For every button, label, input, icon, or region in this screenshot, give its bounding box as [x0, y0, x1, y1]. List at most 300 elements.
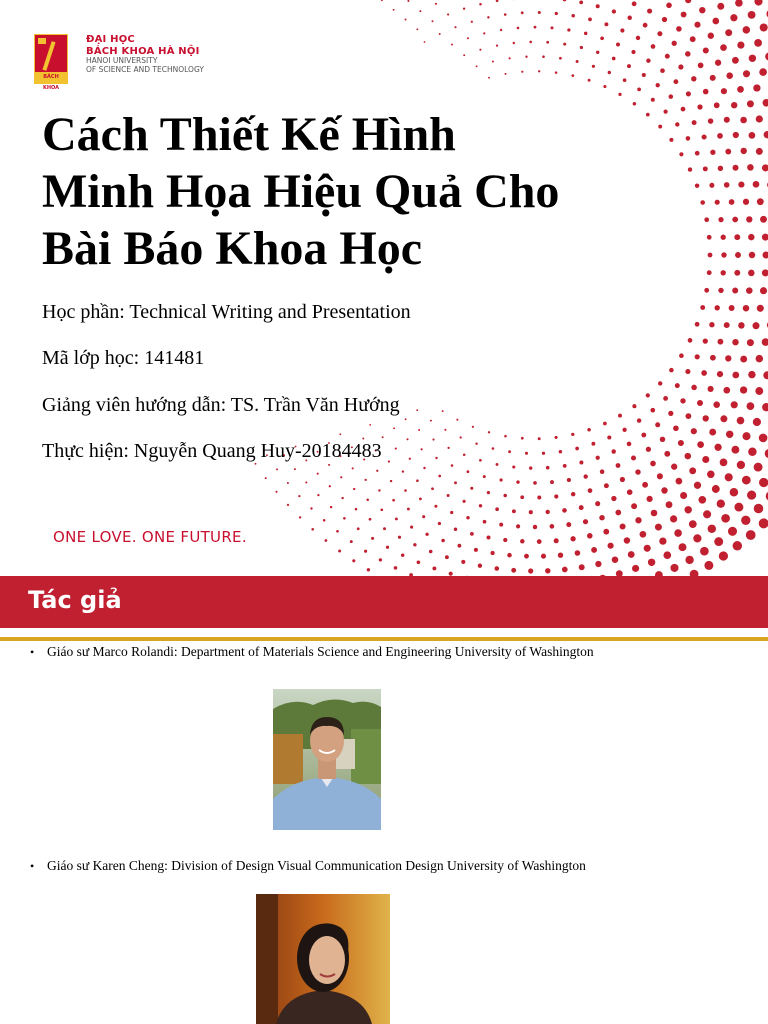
decorative-dot: [734, 503, 743, 512]
decorative-dot: [717, 500, 725, 508]
decorative-dot: [628, 551, 635, 558]
decorative-dot: [434, 505, 437, 508]
decorative-dot: [657, 31, 662, 36]
decorative-dot: [276, 468, 278, 470]
decorative-dot: [616, 43, 620, 47]
decorative-dot: [567, 478, 571, 482]
decorative-dot: [760, 216, 767, 223]
decorative-dot: [596, 456, 600, 460]
decorative-dot: [740, 356, 747, 363]
decorative-dot: [670, 564, 678, 572]
decorative-dot: [618, 414, 622, 418]
decorative-dot: [599, 515, 604, 520]
decorative-dot: [336, 530, 339, 533]
decorative-dot: [604, 483, 609, 488]
decorative-dot: [627, 16, 632, 21]
decorative-dot: [710, 355, 716, 361]
decorative-dot: [513, 42, 515, 44]
decorative-dot: [470, 487, 473, 490]
university-logo: [34, 34, 204, 91]
decorative-dot: [416, 28, 418, 30]
decorative-dot: [764, 131, 768, 138]
decorative-dot: [650, 408, 655, 413]
author-description: Giáo sư Karen Cheng: Division of Design Visual Communication Design University of Washington: [47, 858, 586, 873]
decorative-dot: [749, 55, 756, 62]
decorative-dot: [704, 561, 713, 570]
decorative-dot: [406, 438, 408, 440]
decorative-dot: [708, 33, 714, 39]
decorative-dot: [724, 182, 730, 188]
decorative-dot: [603, 85, 606, 88]
decorative-dot: [516, 480, 519, 483]
decorative-dot: [714, 444, 721, 451]
decorative-dot: [479, 49, 481, 51]
decorative-dot: [435, 457, 437, 459]
decorative-dot: [749, 252, 755, 258]
decorative-dot: [492, 447, 495, 450]
decorative-dot: [748, 11, 756, 19]
decorative-dot: [503, 538, 507, 542]
decorative-dot: [562, 567, 568, 573]
decorative-dot: [595, 561, 601, 567]
decorative-dot: [454, 26, 456, 28]
decorative-dot: [350, 540, 353, 543]
decorative-dot: [627, 64, 631, 68]
decorative-dot: [725, 149, 731, 155]
decorative-dot: [438, 475, 441, 478]
decorative-dot: [583, 519, 588, 524]
decorative-dot: [730, 14, 737, 21]
decorative-dot: [715, 60, 721, 66]
decorative-dot: [503, 494, 507, 498]
decorative-dot: [627, 489, 633, 495]
decorative-dot: [524, 554, 529, 559]
decorative-dot: [608, 543, 614, 549]
decorative-dot: [720, 415, 727, 422]
decorative-dot: [584, 32, 587, 35]
decorative-dot: [733, 165, 739, 171]
decorative-dot: [580, 46, 583, 49]
decorative-dot: [709, 429, 716, 436]
slide-title: [42, 106, 642, 277]
decorative-dot: [695, 354, 700, 359]
decorative-dot: [753, 181, 760, 188]
decorative-dot: [538, 11, 541, 14]
decorative-dot: [607, 435, 611, 439]
decorative-dot: [671, 464, 677, 470]
decorative-dot: [496, 463, 499, 466]
author-description: Giáo sư Marco Rolandi: Department of Materials Science and Engineering University of Washington: [47, 644, 594, 659]
decorative-dot: [695, 322, 700, 327]
decorative-dot: [386, 546, 389, 549]
decorative-dot: [401, 553, 404, 556]
decorative-dot: [707, 270, 712, 275]
portrait-karen-cheng: [256, 894, 390, 1024]
decorative-dot: [584, 474, 588, 478]
decorative-dot: [476, 65, 478, 67]
decorative-dot: [483, 32, 485, 34]
decorative-dot: [748, 371, 755, 378]
decorative-dot: [641, 433, 646, 438]
decorative-dot: [499, 523, 503, 527]
decorative-dot: [546, 41, 549, 44]
decorative-dot: [763, 371, 768, 379]
decorative-dot: [533, 525, 537, 529]
decorative-dot: [579, 1, 583, 5]
decorative-dot: [541, 554, 546, 559]
decorative-dot: [713, 401, 720, 408]
decorative-dot: [559, 57, 562, 60]
decorative-dot: [747, 339, 754, 346]
decorative-dot: [675, 383, 680, 388]
decorative-dot: [642, 482, 648, 488]
class-code-info: Mã lớp học: 141481: [42, 347, 205, 369]
decorative-dot: [703, 89, 709, 95]
decorative-dot: [703, 415, 709, 421]
decorative-dot: [570, 536, 575, 541]
decorative-dot: [525, 56, 527, 58]
decorative-dot: [588, 18, 592, 22]
decorative-dot: [737, 461, 745, 469]
decorative-dot: [470, 532, 474, 536]
decorative-dot: [533, 481, 537, 485]
decorative-dot: [483, 520, 487, 524]
decorative-dot: [715, 200, 720, 205]
decorative-dot: [735, 0, 743, 7]
decorative-dot: [748, 270, 755, 277]
decorative-dot: [369, 518, 372, 521]
decorative-dot: [637, 88, 641, 92]
decorative-dot: [718, 288, 723, 293]
decorative-dot: [432, 20, 434, 22]
decorative-dot: [562, 508, 567, 513]
decorative-dot: [656, 83, 660, 87]
decorative-dot: [325, 539, 328, 542]
decorative-dot: [693, 534, 701, 542]
decorative-dot: [445, 555, 449, 559]
decorative-dot: [765, 449, 768, 458]
decorative-dot: [648, 559, 655, 566]
decorative-dot: [681, 107, 686, 112]
decorative-dot: [488, 77, 490, 79]
decorative-dot: [438, 522, 441, 525]
decorative-dot: [550, 480, 554, 484]
decorative-dot: [686, 91, 691, 96]
decorative-dot: [591, 547, 597, 553]
decorative-dot: [743, 305, 750, 312]
decorative-dot: [467, 470, 470, 473]
decorative-dot: [588, 79, 591, 82]
decorative-dot: [707, 235, 712, 240]
decorative-dot: [624, 537, 630, 543]
decorative-dot: [378, 489, 380, 491]
decorative-dot: [419, 498, 422, 501]
decorative-dot: [504, 435, 507, 438]
decorative-dot: [672, 41, 677, 46]
decorative-dot: [717, 371, 723, 377]
slide-title-line: Cách Thiết Kế Hình: [42, 108, 456, 161]
decorative-dot: [409, 458, 411, 460]
decorative-dot: [595, 501, 600, 506]
slide-title-line: Bài Báo Khoa Học: [42, 222, 423, 275]
decorative-dot: [686, 136, 691, 141]
bullet-icon: •: [30, 859, 35, 873]
decorative-dot: [762, 234, 768, 241]
decorative-dot: [512, 509, 516, 513]
decorative-dot: [298, 495, 300, 497]
decorative-dot: [646, 393, 650, 397]
decorative-dot: [747, 402, 755, 410]
decorative-dot: [646, 59, 650, 63]
decorative-dot: [611, 449, 615, 453]
decorative-dot: [623, 78, 627, 82]
decorative-dot: [699, 7, 705, 13]
decorative-dot: [657, 473, 663, 479]
decorative-dot: [709, 183, 714, 188]
decorative-dot: [756, 355, 764, 363]
decorative-dot: [405, 19, 407, 21]
decorative-dot: [717, 3, 724, 10]
decorative-dot: [717, 339, 723, 345]
decorative-dot: [644, 545, 651, 552]
decorative-dot: [475, 442, 477, 444]
decorative-dot: [728, 527, 737, 536]
decorative-dot: [275, 491, 277, 493]
decorative-dot: [691, 428, 697, 434]
decorative-dot: [563, 464, 567, 468]
decorative-dot: [371, 537, 374, 540]
decorative-dot: [708, 525, 716, 533]
decorative-dot: [405, 418, 407, 420]
decorative-dot: [662, 17, 667, 22]
author-info: Thực hiện: Nguyễn Quang Huy-20184483: [42, 440, 382, 462]
decorative-dot: [754, 39, 762, 47]
decorative-dot: [393, 427, 395, 429]
decorative-dot: [537, 539, 542, 544]
decorative-dot: [743, 70, 750, 77]
decorative-dot: [404, 489, 407, 492]
decorative-dot: [511, 568, 516, 573]
decorative-dot: [725, 29, 732, 36]
decorative-dot: [721, 88, 727, 94]
decorative-dot: [646, 113, 650, 117]
decorative-dot: [340, 476, 342, 478]
decorative-dot: [472, 426, 474, 428]
decorative-dot: [395, 448, 397, 450]
decorative-dot: [447, 13, 449, 15]
decorative-dot: [466, 516, 469, 519]
decorative-dot: [762, 269, 768, 276]
decorative-dot: [507, 553, 512, 558]
decorative-dot: [730, 488, 739, 497]
decorative-dot: [746, 530, 756, 540]
decorative-dot: [382, 436, 384, 438]
decorative-dot: [352, 559, 355, 562]
decorative-dot: [430, 420, 432, 422]
decorative-dot: [461, 560, 465, 564]
decorative-dot: [747, 164, 754, 171]
decorative-dot: [759, 478, 768, 487]
decorative-dot: [749, 132, 756, 139]
decorative-dot: [679, 353, 684, 358]
decorative-dot: [432, 439, 434, 441]
decorative-dot: [474, 548, 478, 552]
decorative-dot: [424, 41, 426, 43]
decorative-dot: [487, 536, 491, 540]
decorative-dot: [753, 84, 760, 91]
decorative-dot: [255, 463, 257, 465]
decorative-dot: [546, 510, 550, 514]
decorative-dot: [632, 565, 639, 572]
decorative-dot: [723, 387, 730, 394]
decorative-dot: [620, 28, 624, 32]
decorative-dot: [439, 33, 441, 35]
decorative-dot: [554, 538, 559, 543]
decorative-dot: [571, 14, 574, 17]
decorative-dot: [575, 447, 579, 451]
decorative-dot: [627, 442, 632, 447]
decorative-dot: [707, 471, 715, 479]
decorative-dot: [743, 26, 751, 34]
decorative-dot: [495, 566, 500, 571]
decorative-dot: [328, 464, 330, 466]
decorative-dot: [380, 508, 383, 511]
decorative-dot: [563, 43, 566, 46]
decorative-dot: [620, 523, 626, 529]
decorative-dot: [685, 453, 691, 459]
decorative-dot: [612, 9, 616, 13]
decorative-dot: [447, 447, 449, 449]
decorative-dot: [555, 12, 558, 15]
decorative-dot: [579, 505, 584, 510]
decorative-dot: [740, 117, 747, 124]
decorative-dot: [596, 4, 600, 8]
decorative-dot: [463, 500, 466, 503]
decorative-dot: [676, 26, 682, 32]
decorative-dot: [392, 499, 395, 502]
decorative-dot: [596, 51, 599, 54]
decorative-dot: [647, 496, 653, 502]
decorative-dot: [763, 99, 768, 107]
decorative-dot: [521, 437, 524, 440]
decorative-dot: [712, 18, 719, 25]
university-name-en-line1: HANOI UNIVERSITY: [86, 56, 158, 65]
decorative-dot: [721, 235, 726, 240]
decorative-dot: [555, 71, 558, 74]
decorative-dot: [442, 410, 444, 412]
decorative-dot: [635, 469, 640, 474]
decorative-dot: [367, 568, 370, 571]
decorative-dot: [659, 537, 666, 544]
university-name-en-line2: OF SCIENCE AND TECHNOLOGY: [86, 64, 204, 74]
decorative-dot: [529, 510, 533, 514]
decorative-dot: [732, 288, 738, 294]
decorative-dot: [407, 0, 409, 2]
decorative-dot: [715, 305, 720, 310]
decorative-dot: [612, 556, 619, 563]
decorative-dot: [688, 338, 693, 343]
decorative-dot: [738, 182, 744, 188]
decorative-dot: [364, 550, 367, 553]
decorative-dot: [431, 487, 434, 490]
decorative-dot: [732, 339, 738, 345]
decorative-dot: [616, 463, 621, 468]
decorative-dot: [588, 488, 593, 493]
decorative-dot: [710, 150, 715, 155]
decorative-dot: [416, 409, 418, 411]
decorative-dot: [416, 479, 419, 482]
decorative-dot: [311, 528, 314, 531]
decorative-dot: [676, 478, 683, 485]
decorative-dot: [755, 387, 763, 395]
decorative-dot: [692, 120, 697, 125]
decorative-dot: [756, 115, 763, 122]
decorative-dot: [731, 446, 739, 454]
decorative-dot: [669, 94, 674, 99]
decorative-dot: [646, 447, 651, 452]
decorative-dot: [509, 57, 511, 59]
decorative-dot: [534, 26, 537, 29]
decorative-dot: [575, 550, 581, 556]
decorative-dot: [691, 385, 697, 391]
decorative-dot: [685, 369, 690, 374]
decorative-dot: [732, 372, 739, 379]
decorative-dot: [525, 452, 528, 455]
decorative-dot: [709, 322, 714, 327]
decorative-dot: [458, 544, 462, 548]
decorative-dot: [521, 71, 523, 73]
decorative-dot: [432, 566, 436, 570]
decorative-dot: [410, 526, 413, 529]
decorative-dot: [756, 148, 763, 155]
decorative-dot: [759, 434, 768, 443]
section-heading: Tác giả: [28, 586, 122, 614]
decorative-dot: [520, 495, 524, 499]
decorative-dot: [495, 507, 499, 511]
instructor-info: Giảng viên hướng dẫn: TS. Trần Văn Hướng: [42, 394, 400, 416]
decorative-dot: [608, 71, 611, 74]
decorative-dot: [663, 396, 668, 401]
decorative-dot: [451, 44, 453, 46]
decorative-dot: [330, 506, 332, 508]
decorative-dot: [632, 404, 636, 408]
decorative-dot: [660, 68, 665, 73]
decorative-dot: [450, 511, 453, 514]
decorative-dot: [670, 515, 677, 522]
decorative-dot: [471, 21, 473, 23]
decorative-dot: [341, 497, 343, 499]
decorative-dot: [703, 166, 708, 171]
decorative-dot: [441, 539, 445, 543]
decorative-dot: [555, 436, 558, 439]
decorative-dot: [714, 537, 723, 546]
authors-slide: [0, 576, 768, 1024]
decorative-dot: [724, 117, 730, 123]
decorative-dot: [310, 507, 312, 509]
decorative-dot: [512, 465, 515, 468]
decorative-dot: [697, 104, 702, 109]
decorative-dot: [571, 74, 574, 77]
decorative-dot: [673, 79, 678, 84]
decorative-dot: [353, 488, 355, 490]
decorative-dot: [702, 134, 707, 139]
university-emblem-icon: BÁCH KHOA: [34, 34, 68, 84]
decorative-dot: [664, 451, 670, 457]
decorative-dot: [294, 468, 296, 470]
decorative-dot: [355, 508, 358, 511]
decorative-dot: [479, 504, 482, 507]
decorative-dot: [651, 510, 658, 517]
